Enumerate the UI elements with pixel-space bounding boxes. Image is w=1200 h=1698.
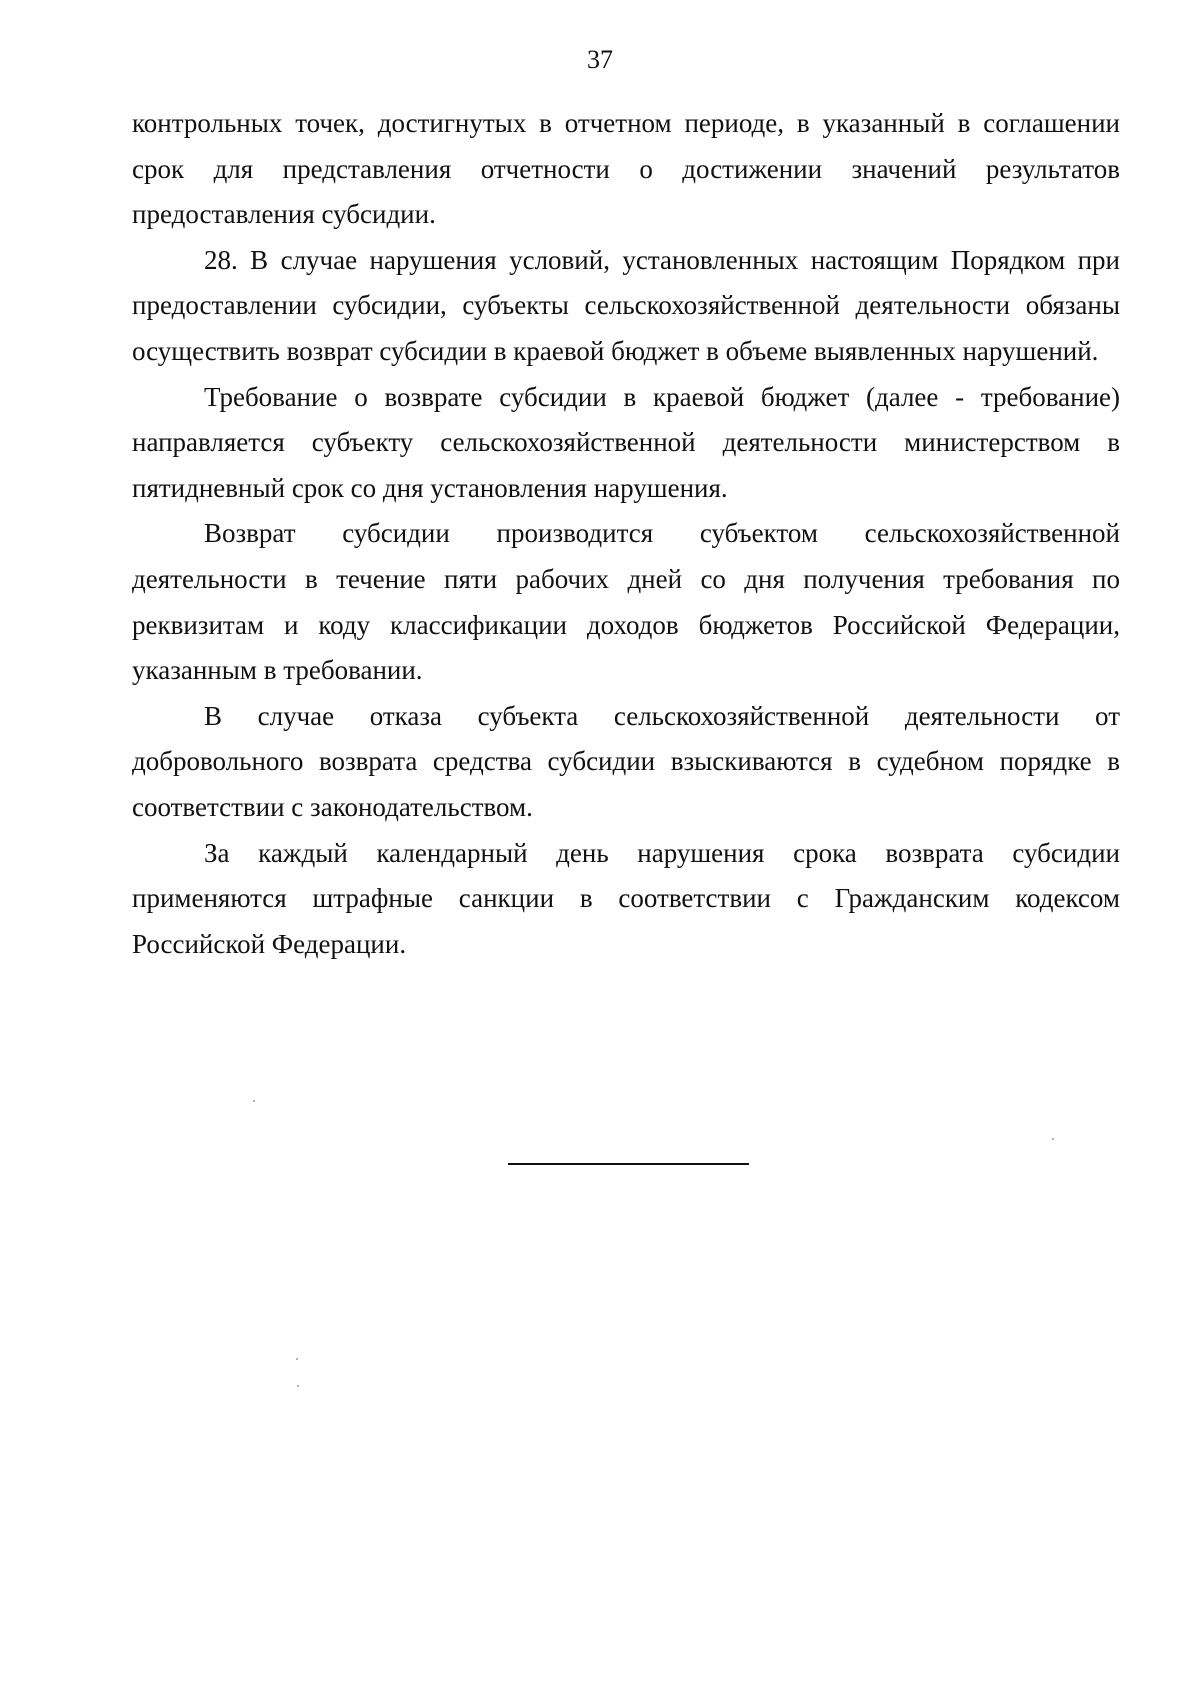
page-number: 37 xyxy=(587,45,613,74)
paragraph-requirement: Требование о возврате субсидии в краевой бюджет (далее - требование) направляется субъекту сельскохозяйственной деятельности министерством в пятидневный срок со дня установления нарушения. xyxy=(132,381,1120,503)
end-of-document-rule xyxy=(508,1163,749,1165)
scan-speck xyxy=(297,1385,299,1387)
scan-speck xyxy=(1052,1138,1054,1140)
paragraph-refund: Возврат субсидии производится субъектом сельскохозяйственной деятельности в течение пяти рабочих дней со дня получения требования по реквизитам и коду классификации доходов бюджетов Российской Федерации, указанным в требовании. xyxy=(132,518,1120,686)
paragraph-refusal: В случае отказа субъекта сельскохозяйственной деятельности от добровольного возврата средства субсидии взыскиваются в судебном порядке в соответствии с законодательством. xyxy=(132,700,1120,822)
paragraph-continuation: контрольных точек, достигнутых в отчетном периоде, в указанный в соглашении срок для представления отчетности о достижении значений результатов предоставления субсидии. xyxy=(132,108,1120,230)
scan-speck xyxy=(296,1358,298,1360)
paragraph-item-28: 28. В случае нарушения условий, установленных настоящим Порядком при предоставлении субсидии, субъекты сельскохозяйственной деятельности обязаны осуществить возврат субсидии в краевой бюджет в объеме выявленных нарушений. xyxy=(132,244,1120,366)
paragraph-penalty: За каждый календарный день нарушения срока возврата субсидии применяются штрафные санкции в соответствии с Гражданским кодексом Российской Федерации. xyxy=(132,837,1120,959)
scan-speck xyxy=(253,1100,255,1102)
body-text xyxy=(132,101,1120,967)
